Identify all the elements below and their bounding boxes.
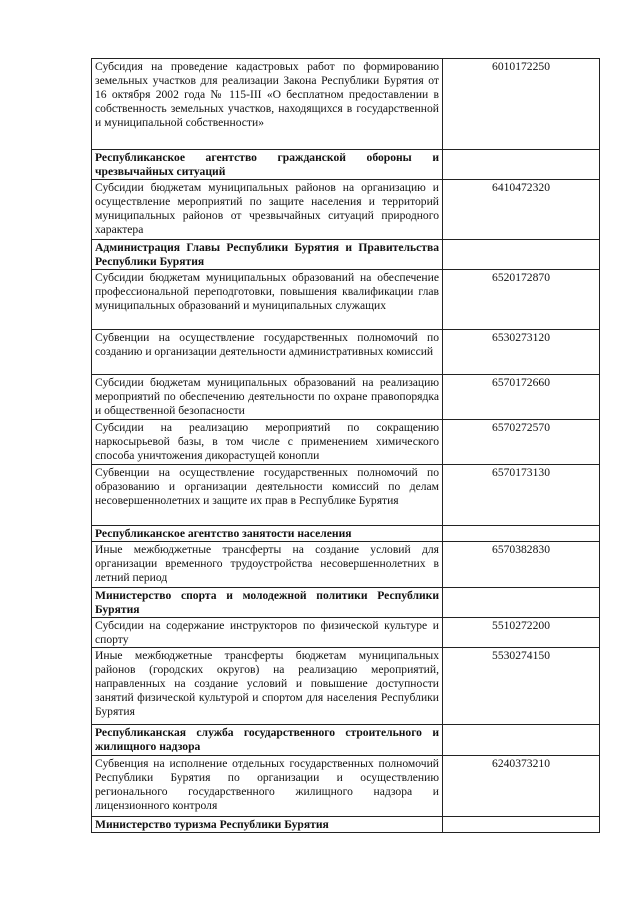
row-code: 6010172250 — [443, 59, 600, 150]
section-title: Министерство туризма Республики Бурятия — [92, 817, 443, 833]
table-row — [92, 330, 600, 375]
budget-table — [91, 58, 600, 833]
section-title: Администрация Главы Республики Бурятия и Правительства Республики Бурятия — [92, 240, 443, 270]
table-row — [92, 59, 600, 150]
row-description: Субвенции на осуществление государственных полномочий по созданию и организации деятельности административных комиссий — [92, 330, 443, 375]
row-description: Субсидии бюджетам муниципальных районов на организацию и осуществление мероприятий по защите населения и территорий муниципальных районов от чрезвычайных ситуаций природного характера — [92, 180, 443, 240]
table-row — [92, 375, 600, 420]
row-description: Субсидии бюджетам муниципальных образований на обеспечение профессиональной переподготовки, повышения квалификации глав муниципальных образований и муниципальных служащих — [92, 270, 443, 330]
row-code: 6570382830 — [443, 542, 600, 588]
row-code — [443, 725, 600, 756]
section-header-row — [92, 588, 600, 618]
row-code — [443, 588, 600, 618]
row-description: Субвенция на исполнение отдельных государственных полномочий Республики Бурятия по организации и осуществлению регионального государственного жилищного надзора и лицензионного контроля — [92, 756, 443, 817]
section-title: Республиканское агентство гражданской обороны и чрезвычайных ситуаций — [92, 150, 443, 180]
table-row — [92, 648, 600, 725]
row-code: 6570272570 — [443, 420, 600, 465]
table-row — [92, 542, 600, 588]
section-header-row — [92, 817, 600, 833]
section-header-row — [92, 240, 600, 270]
table-row — [92, 420, 600, 465]
table-row — [92, 270, 600, 330]
budget-table-body — [92, 59, 600, 833]
row-code — [443, 817, 600, 833]
row-code: 5510272200 — [443, 618, 600, 648]
row-code — [443, 150, 600, 180]
row-description: Субвенции на осуществление государственных полномочий по образованию и организации деятельности комиссий по делам несовершеннолетних и защите их прав в Республике Бурятия — [92, 465, 443, 526]
row-description: Субсидия на проведение кадастровых работ по формированию земельных участков для реализации Закона Республики Бурятия от 16 октября 2002 года № 115-III «О бесплатном предоставлении в собственность земельных участков, находящихся в государственной и муниципальной собственности» — [92, 59, 443, 150]
row-code: 5530274150 — [443, 648, 600, 725]
table-row — [92, 465, 600, 526]
row-code: 6530273120 — [443, 330, 600, 375]
section-title: Министерство спорта и молодежной политики Республики Бурятия — [92, 588, 443, 618]
table-row — [92, 618, 600, 648]
row-code — [443, 240, 600, 270]
row-code: 6570172660 — [443, 375, 600, 420]
row-description: Иные межбюджетные трансферты бюджетам муниципальных районов (городских округов) на реализацию мероприятий, направленных на создание условий и повышение доступности занятий физической культурой и спортом для населения Республики Бурятия — [92, 648, 443, 725]
row-code: 6410472320 — [443, 180, 600, 240]
section-header-row — [92, 526, 600, 542]
section-header-row — [92, 150, 600, 180]
table-row — [92, 180, 600, 240]
row-code: 6520172870 — [443, 270, 600, 330]
row-code: 6570173130 — [443, 465, 600, 526]
row-code: 6240373210 — [443, 756, 600, 817]
row-code — [443, 526, 600, 542]
table-row — [92, 756, 600, 817]
section-title: Республиканское агентство занятости населения — [92, 526, 443, 542]
row-description: Субсидии на содержание инструкторов по физической культуре и спорту — [92, 618, 443, 648]
row-description: Иные межбюджетные трансферты на создание условий для организации временного трудоустройства несовершеннолетних в летний период — [92, 542, 443, 588]
section-header-row — [92, 725, 600, 756]
row-description: Субсидии бюджетам муниципальных образований на реализацию мероприятий по обеспечению деятельности по охране правопорядка и общественной безопасности — [92, 375, 443, 420]
section-title: Республиканская служба государственного строительного и жилищного надзора — [92, 725, 443, 756]
row-description: Субсидии на реализацию мероприятий по сокращению наркосырьевой базы, в том числе с применением химического способа уничтожения дикорастущей конопли — [92, 420, 443, 465]
